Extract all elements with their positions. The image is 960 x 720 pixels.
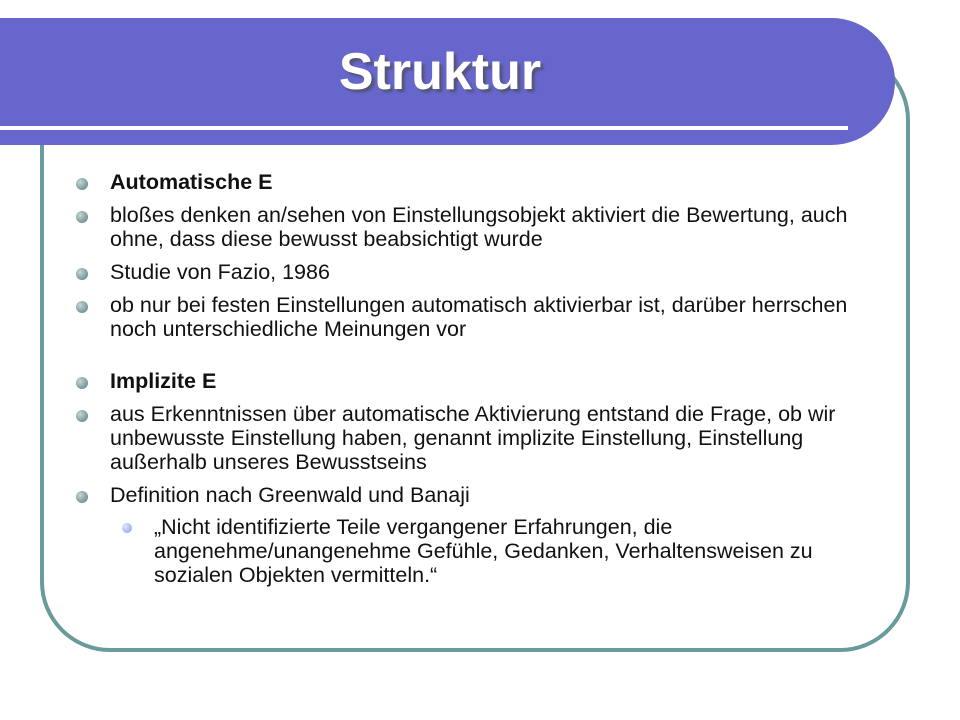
sub-list-item [110, 515, 872, 587]
slide-title: Struktur [338, 43, 542, 101]
title-underline [0, 126, 848, 130]
list-item-text: aus Erkenntnissen über automatische Aktivierung entstand die Frage, ob wir unbewusste Einstellung haben, genannt implizite Einstellung, Einstellung außerhalb unseres Bewusstseins [110, 402, 836, 474]
list-item-text: Definition nach Greenwald und Banaji [110, 483, 470, 507]
list-item [72, 260, 872, 284]
sub-list-item-text: „Nicht identifizierte Teile vergangener Erfahrungen, die angenehme/unangenehme Gefühle, Gedanken, Verhaltensweisen zu sozialen Objekten vermitteln.“ [154, 515, 813, 587]
list-item [72, 170, 872, 194]
list-item-text: ob nur bei festen Einstellungen automatisch aktivierbar ist, darüber herrschen noch unterschiedliche Meinungen vor [110, 293, 848, 341]
list-item-text: bloßes denken an/sehen von Einstellungsobjekt aktiviert die Bewertung, auch ohne, dass diese bewusst beabsichtigt wurde [110, 203, 848, 251]
bullet-icon [76, 211, 88, 223]
bullet-icon [76, 410, 88, 422]
list-item [72, 483, 872, 587]
bullet-icon [76, 377, 88, 389]
sub-bullet-icon [122, 523, 132, 533]
slide-content [72, 170, 872, 596]
bullet-icon [76, 178, 88, 190]
bullet-list [72, 170, 872, 587]
list-item [72, 369, 872, 393]
bullet-icon [76, 491, 88, 503]
list-item-text: Implizite E [110, 369, 217, 393]
bullet-icon [76, 301, 88, 313]
list-item-text: Studie von Fazio, 1986 [110, 260, 330, 284]
sub-bullet-list [110, 515, 872, 587]
list-item [72, 203, 872, 251]
list-item-text: Automatische E [110, 170, 273, 194]
bullet-icon [76, 268, 88, 280]
list-item [72, 402, 872, 474]
list-item [72, 293, 872, 341]
